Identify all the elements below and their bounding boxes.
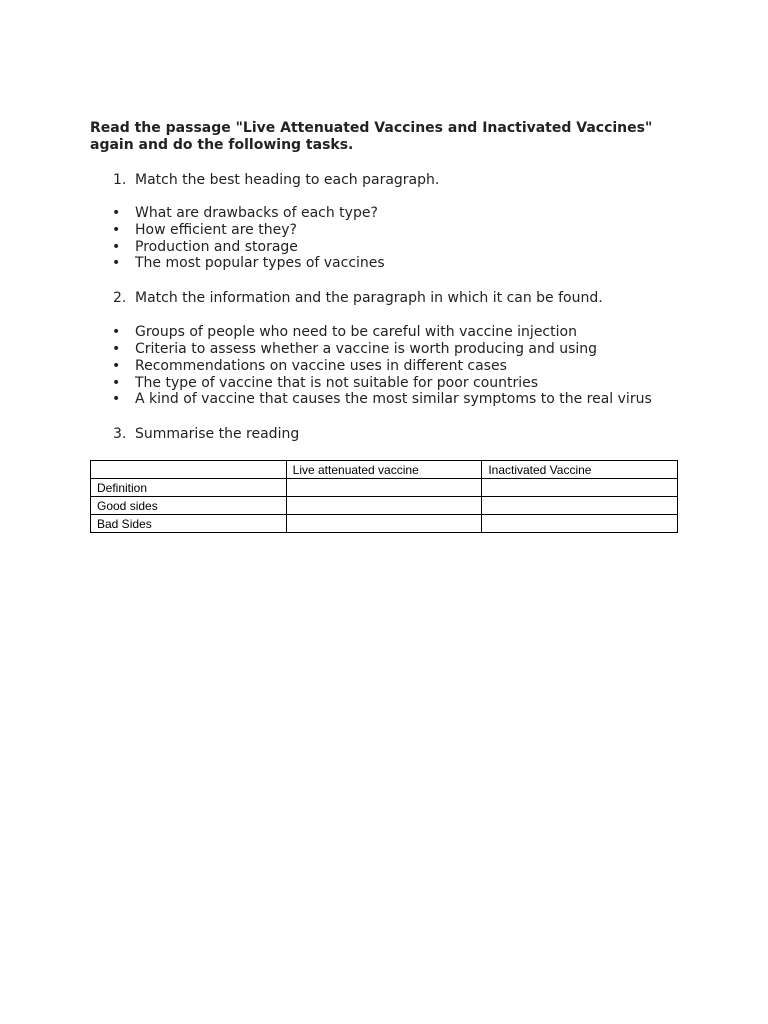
table-row <box>91 515 678 533</box>
bullet-icon: • <box>112 221 121 238</box>
row-label-cell: Definition <box>91 479 287 497</box>
bullet-icon: • <box>112 357 121 374</box>
row-label-cell: Good sides <box>91 497 287 515</box>
table-row <box>91 497 678 515</box>
table-header-cell: Inactivated Vaccine <box>482 461 678 479</box>
list-item: • The most popular types of vaccines <box>90 255 680 272</box>
bullet-icon: • <box>112 340 121 357</box>
summary-table <box>90 460 678 533</box>
table-cell[interactable] <box>482 515 678 533</box>
list-item: • How efficient are they? <box>90 222 680 239</box>
task-2 <box>90 290 680 307</box>
bullet-icon: • <box>112 324 121 341</box>
instructions-heading: Read the passage "Live Attenuated Vaccines and Inactivated Vaccines" again and do the following tasks. <box>90 120 653 153</box>
task-3 <box>90 426 680 443</box>
task-1 <box>90 172 680 189</box>
bullet-icon: • <box>112 205 121 221</box>
task-1-list <box>90 205 680 272</box>
task-text: Match the best heading to each paragraph. <box>135 172 440 188</box>
task-2-list <box>90 324 680 408</box>
list-item: • What are drawbacks of each type? <box>90 205 680 222</box>
list-item: • Criteria to assess whether a vaccine is worth producing and using <box>90 341 680 358</box>
table-cell[interactable] <box>482 497 678 515</box>
table-cell <box>91 461 287 479</box>
table-row <box>91 479 678 497</box>
task-number: 2. <box>113 290 127 307</box>
row-label-cell: Bad Sides <box>91 515 287 533</box>
task-text: Match the information and the paragraph in which it can be found. <box>135 290 603 307</box>
table-header-row <box>91 461 678 479</box>
list-item: • Recommendations on vaccine uses in different cases <box>90 358 680 375</box>
table-cell[interactable] <box>286 497 482 515</box>
table-header-cell: Live attenuated vaccine <box>286 461 482 479</box>
task-number: 1. <box>113 172 127 188</box>
table-cell[interactable] <box>286 515 482 533</box>
table-cell[interactable] <box>286 479 482 497</box>
bullet-icon: • <box>112 238 121 255</box>
list-item: • Production and storage <box>90 239 680 256</box>
task-number: 3. <box>113 426 127 443</box>
list-item: • A kind of vaccine that causes the most similar symptoms to the real virus <box>90 391 680 408</box>
bullet-icon: • <box>112 255 121 272</box>
worksheet <box>90 120 680 533</box>
list-item: • The type of vaccine that is not suitable for poor countries <box>90 375 680 392</box>
list-item: • Groups of people who need to be careful with vaccine injection <box>90 324 680 341</box>
task-text: Summarise the reading <box>135 426 300 443</box>
bullet-icon: • <box>112 391 121 408</box>
bullet-icon: • <box>112 374 121 391</box>
table-cell[interactable] <box>482 479 678 497</box>
